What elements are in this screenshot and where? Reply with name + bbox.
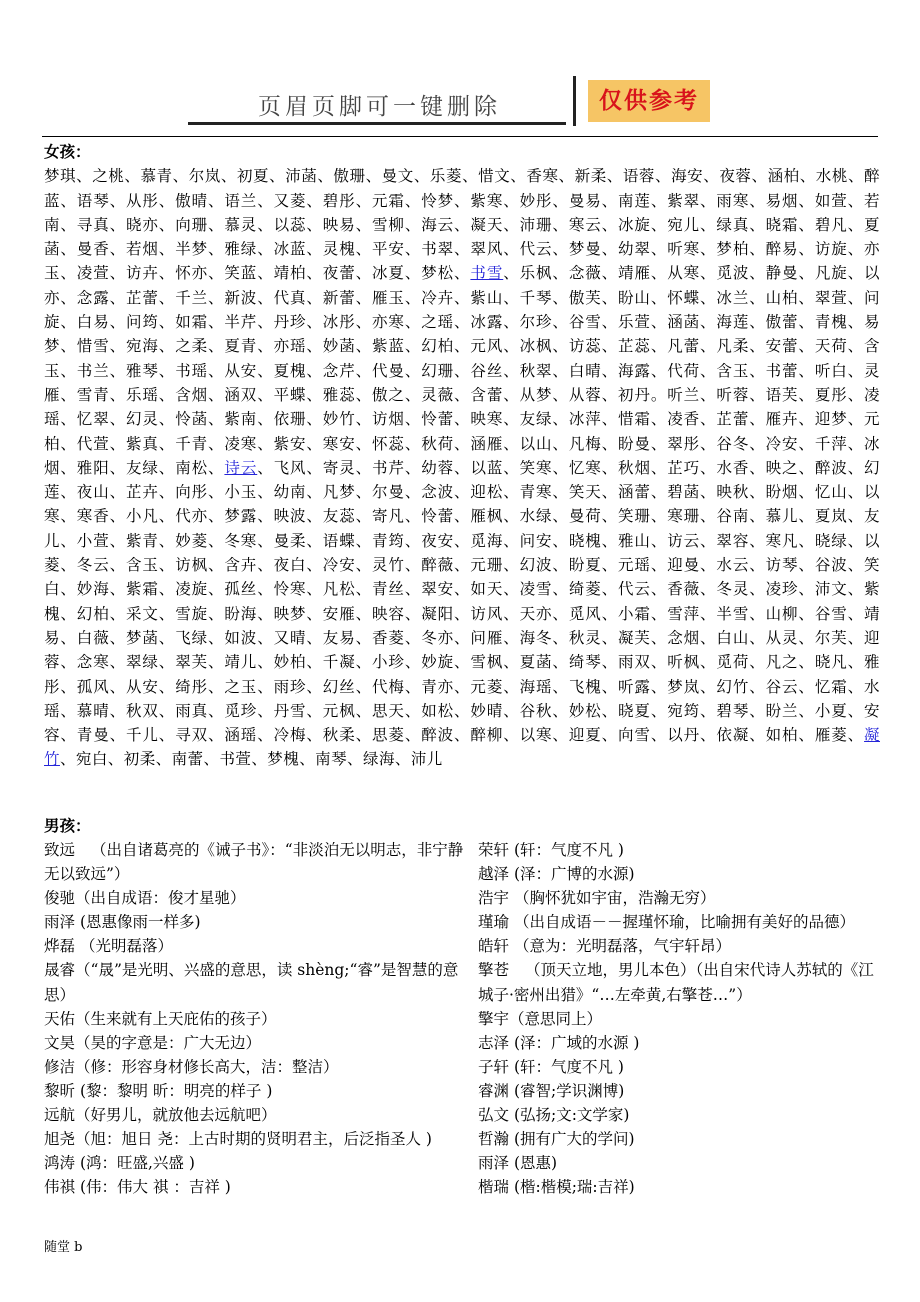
boy-name: 志泽 [478,1033,510,1052]
boy-name-meaning: (黎：黎明 昕：明亮的样子 ) [75,1081,273,1100]
boy-name-meaning: （意思同上） [509,1009,603,1028]
boy-name-meaning: （“晟”是光明、兴盛的意思，读 shèng;“睿”是智慧的意思） [44,961,459,1004]
boy-name: 旭尧 [44,1130,76,1149]
boy-name-meaning: （旭：旭日 尧：上古时期的贤明君主，后泛指圣人 ) [75,1130,432,1149]
header-text: 页眉页脚可一键删除 [258,94,501,120]
reference-only-stamp: 仅供参考 [588,80,710,122]
header-divider [573,76,576,126]
boy-name: 天佑 [44,1009,76,1028]
boy-name-meaning: (恩惠) [509,1154,558,1173]
boy-name: 烨磊 [44,937,76,956]
boy-name: 哲瀚 [478,1130,510,1149]
boy-name: 子轩 [478,1057,510,1076]
boy-name-meaning: （生来就有上天庇佑的孩子） [75,1009,277,1028]
boy-name-entry [44,934,464,958]
boy-name-entry [44,886,464,910]
boy-name-meaning: (睿智;学识渊博) [509,1081,625,1100]
boy-name: 修洁 [44,1057,76,1076]
boy-name-entry [44,958,464,1006]
name-link[interactable]: 凝竹 [44,726,880,769]
boy-name: 越泽 [478,865,510,884]
boy-name-entry [478,886,880,910]
boy-name-entry [44,1007,464,1031]
boy-name-meaning: (伟：伟大 祺 ：吉祥 ) [75,1178,231,1197]
girls-label: 女孩： [44,142,91,161]
boy-name-entry [478,1175,880,1199]
boy-name-meaning: (泽：广博的水源) [509,865,635,884]
boys-left-column [44,838,464,1199]
boy-name-entry [44,1103,464,1127]
boy-name-entry [44,1175,464,1199]
boy-name-meaning: （出自成语：俊才星驰） [75,889,246,908]
boy-name: 擎苍 [478,961,510,980]
girls-section [44,140,880,772]
boy-name-entry [478,1127,880,1151]
boy-name: 浩宇 [478,889,510,908]
boy-name: 致远 [44,841,76,859]
boy-name-entry [478,1151,880,1175]
boy-name-entry [478,910,880,934]
boy-name-meaning: (弘扬;文:文学家) [509,1106,630,1125]
boy-name-meaning: （昊的字意是：广大无边） [75,1033,262,1052]
header-rule [42,136,878,137]
boy-name: 鸿涛 [44,1154,76,1173]
boy-name-meaning: （修：形容身材修长高大，洁：整洁） [75,1057,339,1076]
boys-right-column [478,838,880,1199]
boy-name-entry [44,1127,464,1151]
boy-name: 弘文 [478,1106,510,1125]
name-link[interactable]: 书雪 [470,264,504,283]
boy-name: 楷瑞 [478,1178,510,1197]
boy-name: 雨泽 [478,1154,510,1173]
boy-name-meaning: （胸怀犹如宇宙，浩瀚无穷） [509,889,716,908]
boy-name: 俊驰 [44,889,76,908]
boy-name-entry [478,934,880,958]
boy-name-meaning: (轩：气度不凡 ) [509,1057,624,1076]
boy-name-entry [44,910,464,934]
boy-name-meaning: (恩惠像雨一样多) [75,913,201,932]
boy-name-meaning: (拥有广大的学问) [509,1130,635,1149]
boy-name: 荣轩 [478,841,510,859]
boy-name: 晟睿 [44,961,76,980]
boy-name: 睿渊 [478,1081,510,1100]
boy-name-entry [44,838,464,886]
name-link[interactable]: 诗云 [224,458,258,477]
boy-name-meaning: （意为：光明磊落，气宇轩昂） [509,937,731,956]
page-header [0,0,920,140]
boy-name-entry [478,1103,880,1127]
boy-name-meaning: (楷:楷模;瑞:吉祥) [509,1178,635,1197]
boy-name-meaning: （顶天立地，男儿本色）（出自宋代诗人苏轼的《江城子·密州出猎》“…左牵黄,右擎苍…”） [478,961,874,1004]
header-underline [188,122,566,125]
boys-label: 男孩： [44,816,91,835]
names-text: 、宛白、初柔、南蕾、书萱、梦槐、南琴、绿海、沛儿 [59,750,443,769]
boy-name-meaning: （好男儿，就放他去远航吧） [75,1106,277,1125]
boy-name-meaning: （出自诸葛亮的《诫子书》：“非淡泊无以明志，非宁静无以致远”） [44,841,464,884]
boy-name-entry [478,1007,880,1031]
boy-name: 黎昕 [44,1081,76,1100]
boy-name: 远航 [44,1106,76,1125]
boy-name: 雨泽 [44,913,76,932]
boy-name: 皓轩 [478,937,510,956]
boy-name-entry [478,1031,880,1055]
boy-name-entry [44,1079,464,1103]
boy-name-meaning: (鸿：旺盛,兴盛 ) [75,1154,195,1173]
boy-name-meaning: (轩：气度不凡 ) [509,841,624,859]
boy-name-entry [478,1079,880,1103]
boy-name-entry [44,1031,464,1055]
boy-name-meaning: （光明磊落） [75,937,173,956]
boy-name-entry [478,838,880,862]
boy-name-entry [44,1151,464,1175]
names-text: 、乐枫、念薇、靖雁、从寒、觅波、静曼、凡旋、以亦、念露、芷蕾、千兰、新波、代真、新蕾、雁玉、冷卉、紫山、千琴、傲芙、盼山、怀蝶、冰兰、山柏、翠萱、问旋、白易、问筠、如霜、半芹、丹珍、冰彤、亦寒、之瑶、冰露、尔珍、谷雪、乐萱、涵菡、海莲、傲蕾、青槐、易梦、惜雪、宛海、之柔、夏青、亦瑶、妙菡、紫蓝、幻柏、元风、冰枫、访蕊、芷蕊、凡蕾、凡柔、安蕾、天荷、含玉、书兰、雅琴、书瑶、从安、夏槐、念芹、代曼、幻珊、谷丝、秋翠、白晴、海露、代荷、含玉、书蕾、听白、灵雁、雪青、乐瑶、含烟、涵双、平蝶、雅蕊、傲之、灵薇、含蕾、从梦、从蓉、初丹。听兰、听蓉、语芙、夏彤、凌瑶、忆翠、幻灵、怜菡、紫南、依珊、妙竹、访烟、怜蕾、映寒、友绿、冰萍、惜霜、凌香、芷蕾、雁卉、迎梦、元柏、代萱、紫真、千青、凌寒、紫安、寒安、怀蕊、秋荷、涵雁、以山、凡梅、盼曼、翠彤、谷冬、冷安、千萍、冰烟、雅阳、友绿、南松、 [44,264,880,477]
boy-name: 伟祺 [44,1178,76,1197]
girls-name-list [44,164,880,771]
boy-name: 擎宇 [478,1009,510,1028]
boy-name-meaning: (泽：广域的水源 ) [509,1033,640,1052]
boy-name: 瑾瑜 [478,913,510,932]
boy-name-meaning: （出自成语－－握瑾怀瑜，比喻拥有美好的品德） [509,913,855,932]
names-text: 、飞风、寄灵、书芹、幼蓉、以蓝、笑寒、忆寒、秋烟、芷巧、水香、映之、醉波、幻莲、夜山、芷卉、向彤、小玉、幼南、凡梦、尔曼、念波、迎松、青寒、笑天、涵蕾、碧菡、映秋、盼烟、忆山、以寒、寒香、小凡、代亦、梦露、映波、友蕊、寄凡、怜蕾、雁枫、水绿、曼荷、笑珊、寒珊、谷南、慕儿、夏岚、友儿、小萱、紫青、妙菱、冬寒、曼柔、语蝶、青筠、夜安、觅海、问安、晓槐、雅山、访云、翠容、寒凡、晓绿、以菱、冬云、含玉、访枫、含卉、夜白、冷安、灵竹、醉薇、元珊、幻波、盼夏、元瑶、迎曼、水云、访琴、谷波、笑白、妙海、紫霜、凌旋、孤丝、怜寒、凡松、青丝、翠安、如天、凌雪、绮菱、代云、香薇、冬灵、凌珍、沛文、紫槐、幻柏、采文、雪旋、盼海、映梦、安雁、映容、凝阳、访风、天亦、觅风、小霜、雪萍、半雪、山柳、谷雪、靖易、白薇、梦菡、飞绿、如波、又晴、友易、香菱、冬亦、问雁、海冬、秋灵、凝芙、念烟、白山、从灵、尔芙、迎蓉、念寒、翠绿、翠芙、靖儿、妙柏、千凝、小珍、妙旋、雪枫、夏菡、绮琴、雨双、听枫、觅荷、凡之、晓凡、雅彤、孤风、从安、绮彤、之玉、雨珍、幻丝、代梅、青亦、元菱、海瑶、飞槐、听露、梦岚、幻竹、谷云、忆霜、水瑶、慕晴、秋双、雨真、觅珍、丹雪、元枫、思天、如松、妙晴、谷秋、妙松、晓夏、宛筠、碧琴、盼兰、小夏、安容、青曼、千儿、寻双、涵瑶、冷梅、秋柔、思菱、醉波、醉柳、以寒、迎夏、向雪、以丹、依凝、如柏、雁菱、 [44,458,881,745]
page-footer: 随堂 b [44,1240,83,1255]
names-text: 梦琪、之桃、慕青、尔岚、初夏、沛菡、傲珊、曼文、乐菱、惜文、香寒、新柔、语蓉、海安、夜蓉、涵柏、水桃、醉蓝、语琴、从彤、傲晴、语兰、又菱、碧彤、元霜、怜梦、紫寒、妙彤、曼易、南莲、紫翠、雨寒、易烟、如萱、若南、寻真、晓亦、向珊、慕灵、以蕊、映易、雪柳、海云、凝天、沛珊、寒云、冰旋、宛儿、绿真、晓霜、碧凡、夏菡、曼香、若烟、半梦、雅绿、冰蓝、灵槐、平安、书翠、翠风、代云、梦曼、幼翠、听寒、梦柏、醉易、访旋、亦玉、凌萱、访卉、怀亦、笑蓝、靖柏、夜蕾、冰夏、梦松、 [44,167,880,283]
boy-name-entry [478,862,880,886]
boy-name-entry [478,1055,880,1079]
boy-name-entry [44,1055,464,1079]
boy-name: 文昊 [44,1033,76,1052]
boy-name-entry [478,958,880,1006]
